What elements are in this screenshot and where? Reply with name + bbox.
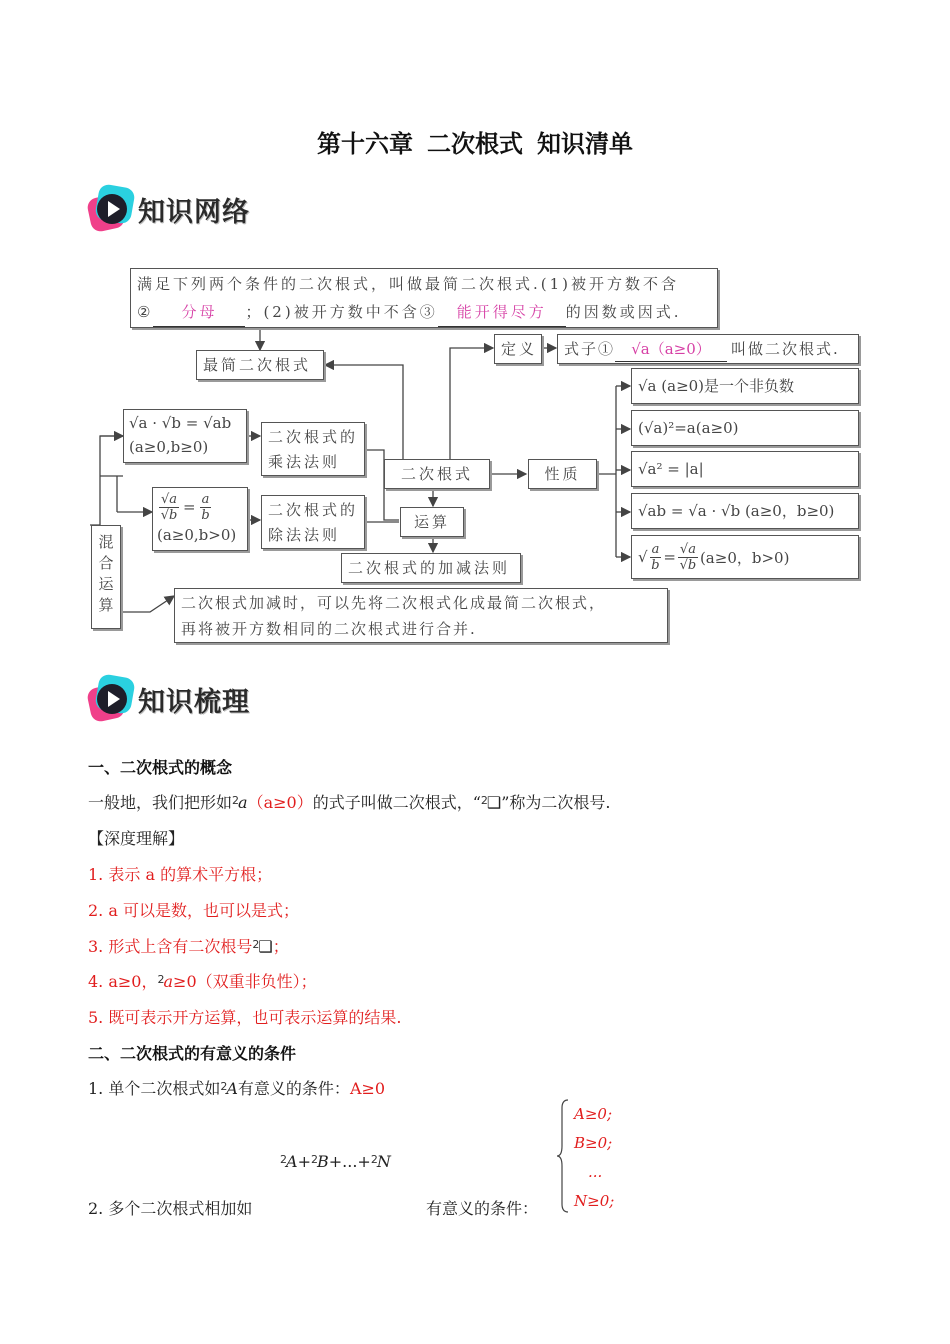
simplest-def-line1: 满足下列两个条件的二次根式，叫做最简二次根式.(1)被开方数不含 bbox=[137, 275, 680, 293]
add-sub-desc-box bbox=[174, 588, 668, 643]
operation-box bbox=[400, 507, 464, 537]
add-sub-rule-box bbox=[341, 553, 521, 583]
brace-cond-b: B≥0; bbox=[574, 1134, 613, 1152]
mixed-char-2: 合 bbox=[98, 554, 114, 572]
condition-1-text-a: 1. 单个二次根式如 bbox=[88, 1079, 221, 1098]
property-label: 性质 bbox=[544, 465, 581, 483]
property-4: √ab = √a · √b (a≥0，b≥0) bbox=[638, 502, 835, 520]
brace-cond-n: N≥0; bbox=[574, 1192, 615, 1210]
deep-understanding: 【深度理解】 bbox=[88, 829, 185, 848]
operation-label: 运算 bbox=[413, 513, 450, 531]
banner-label: 知识网络 bbox=[138, 197, 250, 228]
def-formula-prefix: 式子① bbox=[564, 340, 616, 358]
condition-2-text-b: 有意义的条件： bbox=[426, 1199, 539, 1218]
radical-icon: 2 bbox=[252, 938, 260, 951]
div-rule-box bbox=[261, 495, 365, 549]
definition-box bbox=[494, 334, 542, 364]
item-3-end: ； bbox=[272, 937, 289, 956]
property-2-box bbox=[631, 410, 859, 446]
simplest-def-cond2: ；(2)被开方数中不含③ bbox=[245, 303, 438, 321]
circle-2-label: ② bbox=[137, 303, 154, 321]
add-sub-rule-label: 二次根式的加减法则 bbox=[348, 559, 511, 577]
property-5-condition: (a≥0，b>0) bbox=[699, 548, 790, 567]
mult-rule-box bbox=[261, 422, 365, 476]
concept-var: a bbox=[238, 793, 248, 812]
div-rule-line1: 二次根式的 bbox=[268, 501, 359, 519]
sum-term-b: B bbox=[316, 1152, 329, 1171]
property-3-box bbox=[631, 451, 859, 487]
placeholder-box-icon: ❑ bbox=[258, 937, 273, 956]
item-4-var: a bbox=[163, 972, 174, 991]
mixed-char-3: 运 bbox=[98, 575, 114, 593]
property-2: (√a)²=a(a≥0) bbox=[638, 419, 739, 437]
add-sub-desc-line1: 二次根式加减时，可以先将二次根式化成最简二次根式， bbox=[181, 594, 607, 612]
simplest-def-tail: 的因数或因式. bbox=[565, 303, 682, 321]
simplest-radical-label: 最简二次根式 bbox=[203, 356, 312, 374]
sum-term-n: N bbox=[376, 1152, 391, 1171]
mixed-char-1: 混 bbox=[98, 533, 114, 551]
mult-rule-line2: 乘法法则 bbox=[268, 453, 341, 471]
mult-rule-line1: 二次根式的 bbox=[268, 428, 359, 446]
div-rule-line2: 除法法则 bbox=[268, 526, 341, 544]
div-formula-box bbox=[152, 487, 248, 551]
banner-label: 知识梳理 bbox=[138, 687, 250, 718]
property-4-box bbox=[631, 493, 859, 529]
sum-expression: $^2$A+$^2$B+...+$^2$N bbox=[280, 1152, 391, 1171]
concept-paragraph bbox=[88, 790, 611, 813]
mixed-char-4: 算 bbox=[98, 596, 114, 614]
radical-icon: 2 bbox=[280, 1153, 287, 1166]
property-5-box bbox=[631, 535, 859, 579]
property-5-formula: √ $\frac{a}{b}$ = $\frac{√a}{√b}$ bbox=[638, 541, 697, 573]
definition-label: 定义 bbox=[501, 340, 538, 358]
radical-icon: 2 bbox=[220, 1080, 228, 1093]
heading-condition: 二、二次根式的有意义的条件 bbox=[88, 1044, 297, 1063]
mult-formula-box bbox=[123, 409, 247, 463]
item-3-text: 3. 形式上含有二次根号 bbox=[88, 937, 253, 956]
sum-dots: ... bbox=[342, 1152, 358, 1171]
brace-cond-a: A≥0; bbox=[574, 1105, 612, 1123]
mult-condition: (a≥0,b≥0) bbox=[129, 438, 209, 456]
def-formula-blank: √a（a≥0） bbox=[615, 337, 727, 362]
title-suffix: 知识清单 bbox=[537, 130, 633, 158]
add-sub-desc-line2: 再将被开方数相同的二次根式进行合并. bbox=[181, 620, 477, 638]
simplest-radical-box bbox=[196, 350, 324, 380]
concept-condition: （a≥0） bbox=[247, 793, 313, 812]
div-frac-left: $\frac{√a}{√b}$ bbox=[160, 491, 178, 523]
radical-icon: 2 bbox=[157, 973, 165, 986]
radical-root-label: 二次根式 bbox=[400, 465, 473, 483]
radical-root-box bbox=[384, 459, 490, 489]
blank-denominator: 分母 bbox=[153, 298, 245, 327]
item-3 bbox=[88, 934, 289, 957]
mixed-operation-box bbox=[91, 525, 121, 629]
brace-conditions bbox=[574, 1100, 614, 1216]
heading-concept: 一、二次根式的概念 bbox=[88, 758, 233, 777]
mult-formula: √a · √b = √ab bbox=[129, 414, 232, 432]
title-topic: 二次根式 bbox=[427, 130, 523, 158]
banner-knowledge-summary bbox=[86, 672, 326, 728]
radical-icon: 2 bbox=[310, 1153, 318, 1166]
div-formula: $\frac{√a}{√b}$ = $\frac{a}{b}$ bbox=[160, 491, 210, 523]
radical-icon: 2 bbox=[370, 1153, 378, 1166]
radical-icon: 2 bbox=[480, 794, 488, 807]
item-4 bbox=[88, 969, 317, 992]
blank-perfect-square: 能开得尽方 bbox=[438, 298, 566, 327]
condition-1 bbox=[88, 1076, 385, 1099]
item-1: 1. 表示 a 的算术平方根； bbox=[88, 865, 273, 884]
radical-icon: 2 bbox=[232, 794, 240, 807]
condition-1-text-b: 有意义的条件： bbox=[237, 1079, 350, 1098]
item-2: 2. a 可以是数，也可以是式； bbox=[88, 901, 299, 920]
simplest-definition-box bbox=[130, 268, 718, 328]
concept-text-a: 一般地，我们把形如 bbox=[88, 793, 233, 812]
div-condition: (a≥0,b>0) bbox=[157, 526, 237, 544]
div-frac-right: $\frac{a}{b}$ bbox=[201, 491, 210, 523]
property-1-box bbox=[631, 368, 859, 404]
property-3: √a² = |a| bbox=[638, 460, 704, 478]
item-5: 5. 既可表示开方运算，也可表示运算的结果. bbox=[88, 1008, 402, 1027]
placeholder-box-icon: ❑ bbox=[486, 793, 502, 812]
item-4-text: 4. a≥0， bbox=[88, 972, 158, 991]
definition-formula-box bbox=[557, 334, 859, 364]
brace-cond-dots: ... bbox=[588, 1163, 603, 1181]
item-4-end: ≥0（双重非负性）； bbox=[173, 972, 317, 991]
simplest-def-line2 bbox=[137, 298, 711, 327]
title-chapter: 第十六章 bbox=[317, 130, 413, 158]
property-box bbox=[528, 459, 597, 489]
def-formula-suffix: 叫做二次根式. bbox=[731, 340, 840, 358]
left-brace-icon bbox=[556, 1098, 570, 1214]
condition-2-text-a: 2. 多个二次根式相加如 bbox=[88, 1199, 253, 1218]
condition-1-var: A bbox=[226, 1079, 238, 1098]
concept-text-b: 的式子叫做二次根式，“ bbox=[312, 793, 481, 812]
concept-text-c: ”称为二次根号. bbox=[501, 793, 611, 812]
play-logo-icon bbox=[86, 672, 138, 724]
sum-term-a: A bbox=[286, 1152, 298, 1171]
condition-1-cond: A≥0 bbox=[349, 1079, 386, 1098]
property-1: √a (a≥0)是一个非负数 bbox=[638, 377, 795, 395]
